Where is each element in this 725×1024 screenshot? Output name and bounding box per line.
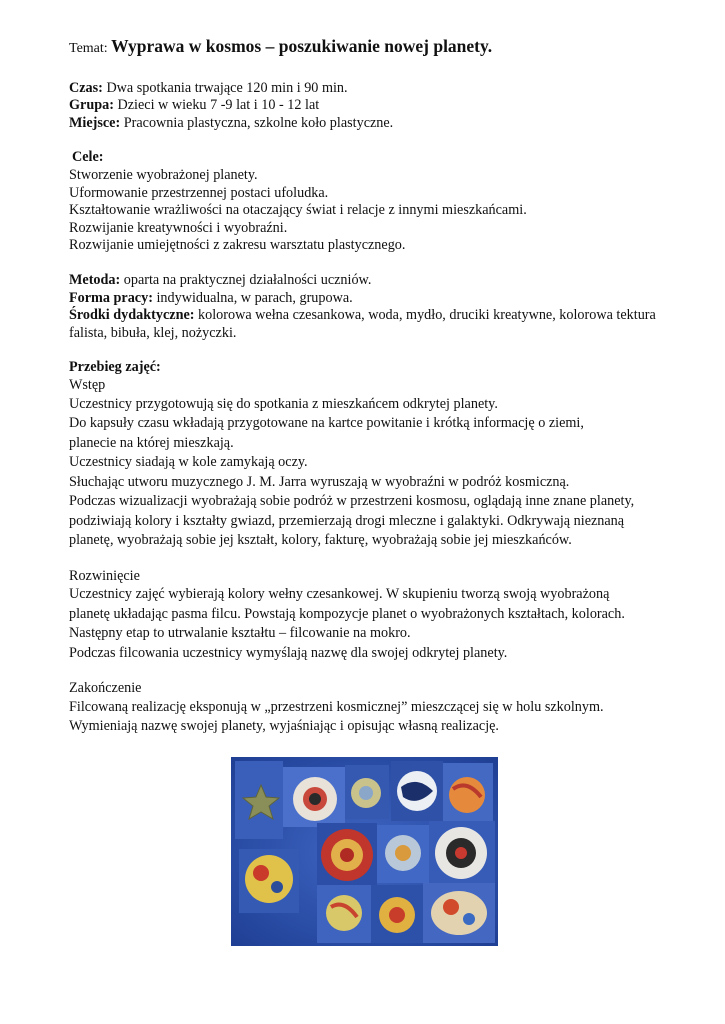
intro-line: podziwiają kolory i kształty gwiazd, przemierzają drogi mleczne i galaktyki. Odkrywają nieznaną [69, 512, 625, 529]
felted-planets-photo [231, 757, 498, 946]
goals-heading: Cele: [72, 149, 104, 166]
goal-item: Stworzenie wyobrażonej planety. [69, 166, 258, 183]
form-line: Forma pracy: indywidualna, w parach, grupowa. [69, 289, 353, 306]
development-line: Uczestnicy zajęć wybierają kolory wełny czesankowej. W skupieniu tworzą swoją wyobrażoną [69, 586, 610, 603]
development-heading: Rozwinięcie [69, 567, 140, 584]
goal-item: Uformowanie przestrzennej postaci ufoludka. [69, 184, 329, 201]
lesson-title [69, 38, 659, 58]
development-line: Następny etap to utrwalanie kształtu – filcowanie na mokro. [69, 625, 411, 642]
goal-item: Rozwijanie kreatywności i wyobraźni. [69, 219, 288, 236]
materials-line: Środki dydaktyczne: kolorowa wełna czesankowa, woda, mydło, druciki kreatywne, kolorowa tektura falista, bibuła, klej, nożyczki. [69, 307, 656, 341]
intro-line: Do kapsuły czasu wkładają przygotowane na kartce powitanie i krótką informację o ziemi, [69, 415, 584, 431]
intro-line: Uczestnicy przygotowują się do spotkania z mieszkańcem odkrytej planety. [69, 395, 498, 412]
title-prefix: Temat: [69, 41, 108, 56]
goal-item: Rozwijanie umiejętności z zakresu warsztatu plastycznego. [69, 237, 406, 254]
intro-line: Uczestnicy siadają w kole zamykają oczy. [69, 454, 308, 470]
development-line: Podczas filcowania uczestnicy wymyślają nazwę dla swojej odkrytej planety. [69, 644, 508, 661]
intro-line: planetę, wyobrażają sobie jej kształt, kolory, fakturę, wyobrażają sobie jej mieszkańców. [69, 532, 572, 548]
method-line: Metoda: oparta na praktycznej działalności uczniów. [69, 271, 372, 288]
intro-heading: Wstęp [69, 376, 106, 393]
info-place: Miejsce: Pracownia plastyczna, szkolne koło plastyczne. [69, 114, 394, 131]
info-time: Czas: Dwa spotkania trwające 120 min i 90 min. [69, 79, 348, 96]
development-line: planetę układając pasma filcu. Powstają kompozycje planet o wyobrażonych kształtach, kolorach. [69, 605, 625, 622]
intro-line: planecie na której mieszkają. [69, 434, 234, 451]
goal-item: Kształtowanie wrażliwości na otaczający świat i relacje z innymi mieszkańcami. [69, 202, 527, 219]
title-main: Wyprawa w kosmos – poszukiwanie nowej planety. [111, 36, 493, 56]
lesson-plan [69, 38, 659, 737]
ending-line: Wymieniają nazwę swojej planety, wyjaśniając i opisując własną realizację. [69, 718, 499, 735]
intro-line: Słuchając utworu muzycznego J. M. Jarra wyruszają w wyobraźni w podróż kosmiczną. [69, 473, 570, 490]
ending-line: Filcowaną realizację eksponują w „przestrzeni kosmicznej” mieszczącej się w holu szkolnym. [69, 698, 604, 715]
info-group: Grupa: Dzieci w wieku 7 -9 lat i 10 - 12 lat [69, 97, 320, 114]
course-heading: Przebieg zajęć: [69, 359, 161, 376]
ending-heading: Zakończenie [69, 680, 142, 697]
intro-line: Podczas wizualizacji wyobrażają sobie podróż w przestrzeni kosmosu, oglądają inne znane planety, [69, 493, 635, 509]
